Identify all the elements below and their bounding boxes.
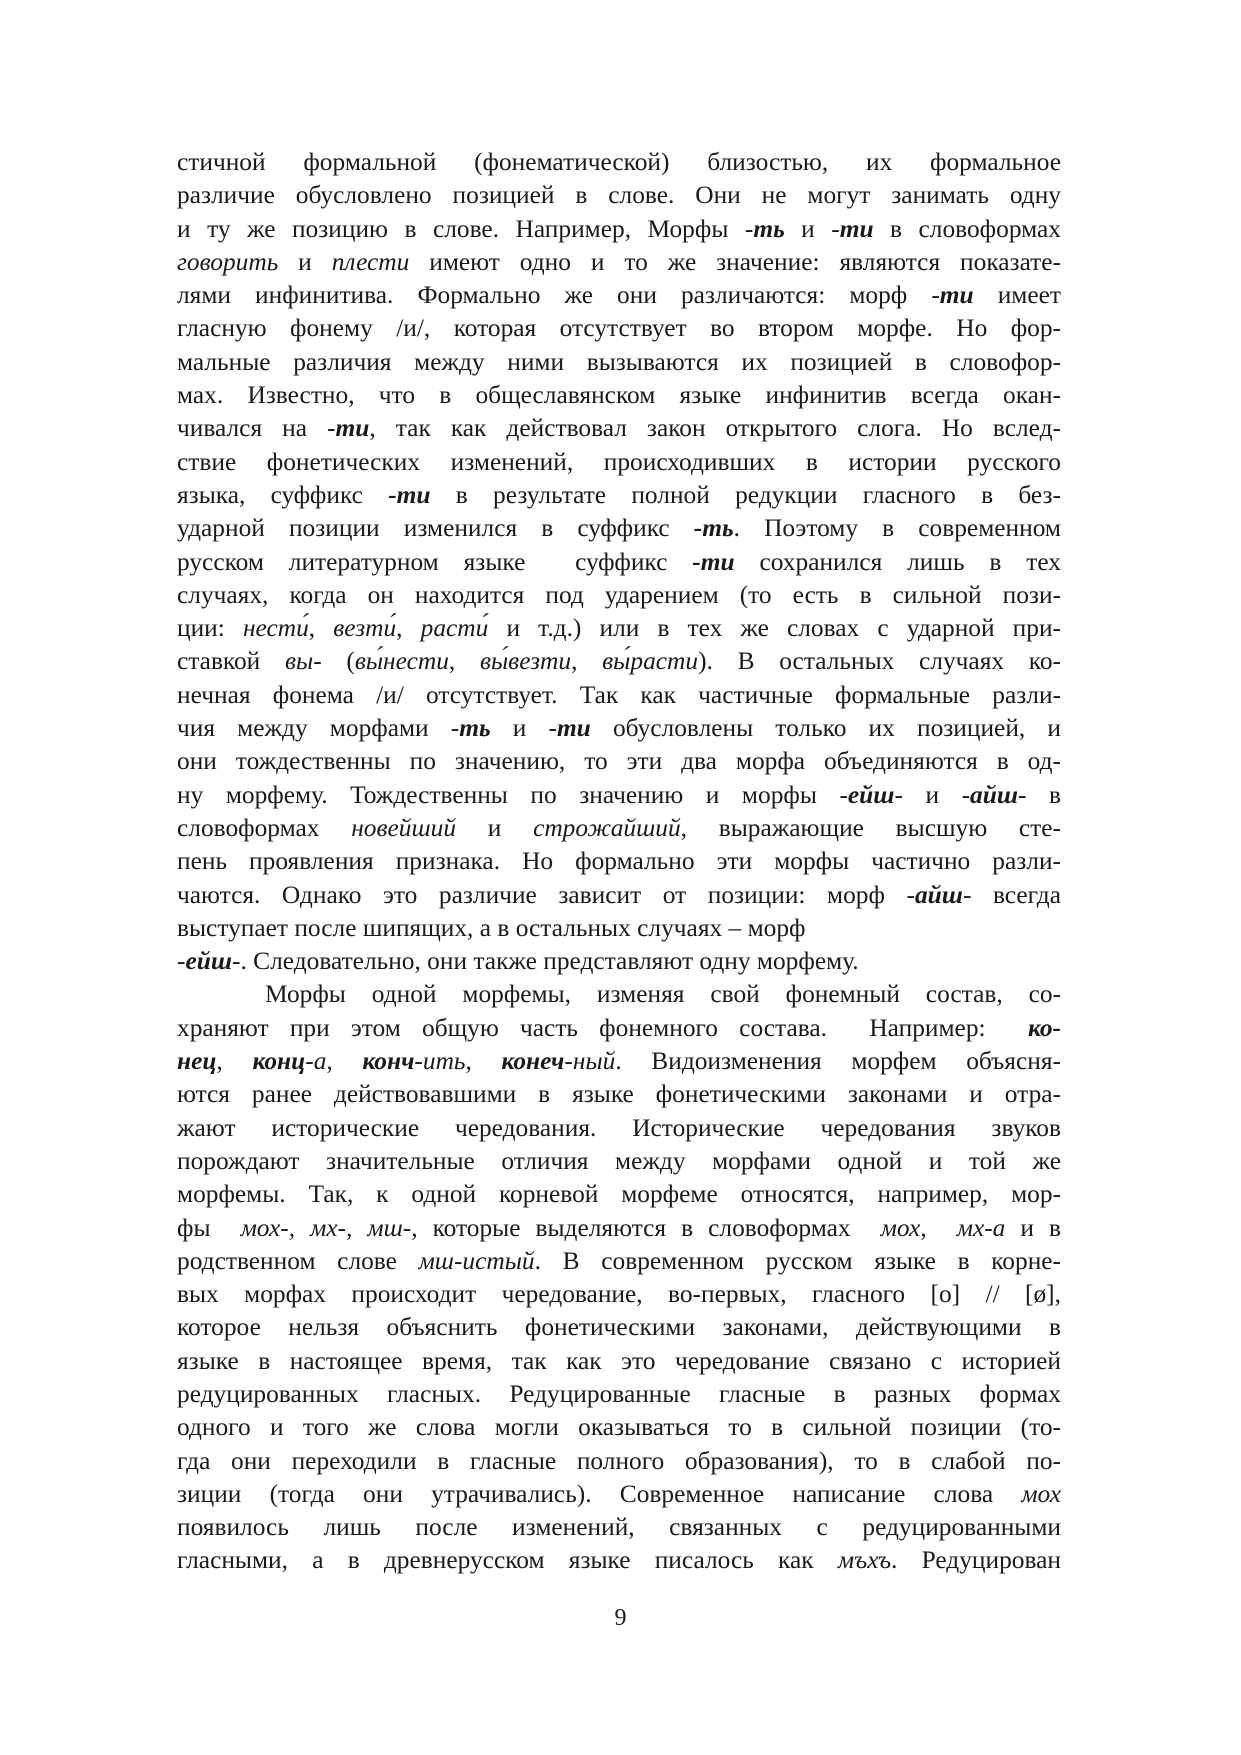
text-line xyxy=(177,745,1061,778)
emphasized-run: айш xyxy=(970,780,1019,809)
text-line xyxy=(177,1112,1061,1145)
text-line xyxy=(177,279,1061,312)
text-run: словоформах xyxy=(177,813,352,842)
text-run: ставкой xyxy=(177,647,285,676)
text-run: . В современном русском языке в корне- xyxy=(534,1246,1062,1275)
text-line xyxy=(177,679,1061,712)
text-line xyxy=(177,1212,1061,1245)
text-run: ются ранее действовавшими в языке фонетическими законами и отра- xyxy=(177,1080,1061,1109)
text-run: , xyxy=(326,1047,363,1076)
emphasized-run: вы́расти xyxy=(602,647,699,676)
text-run: ( xyxy=(321,647,355,676)
emphasized-run: нести́ xyxy=(242,614,309,643)
emphasized-run: конц xyxy=(252,1047,306,1076)
text-line xyxy=(177,1178,1061,1211)
emphasized-run: конч xyxy=(362,1047,415,1076)
emphasized-run: вы́нести xyxy=(354,647,449,676)
text-run: стичной формальной (фонематической) близостью, их формальное xyxy=(177,148,1061,176)
text-line xyxy=(177,612,1061,645)
text-run: в словоформах xyxy=(873,214,1061,243)
text-run: -. Следовательно, они также представляют одну морфему. xyxy=(232,947,859,976)
emphasized-run: ейш xyxy=(847,780,895,809)
text-run: - всегда xyxy=(962,880,1061,909)
text-run: гласными, а в древнерусском языке писалось как xyxy=(177,1546,838,1575)
text-line xyxy=(177,479,1061,512)
text-run: Морфы одной морфемы, изменяя свой фонемный состав, со- xyxy=(265,980,1061,1009)
text-run: имеет xyxy=(973,281,1062,310)
emphasized-run: расти́ xyxy=(420,614,489,643)
text-run: различие обусловлено позицией в слове. Они не могут занимать одну xyxy=(177,181,1061,210)
text-line xyxy=(177,779,1061,812)
text-line xyxy=(177,213,1061,246)
emphasized-run: -ть xyxy=(693,514,734,543)
text-run: . Поэтому в современном xyxy=(733,514,1061,543)
text-run: редуцированных гласных. Редуцированные гласные в разных формах xyxy=(177,1379,1061,1408)
text-run: гласную фонему /и/, которая отсутствует во втором морфе. Но фор- xyxy=(177,314,1061,343)
text-run: родственном слове xyxy=(177,1246,419,1275)
page-number: 9 xyxy=(614,1605,627,1631)
emphasized-run: вы́везти xyxy=(479,647,572,676)
text-line xyxy=(177,512,1061,545)
text-line xyxy=(177,1544,1061,1577)
text-run: , xyxy=(920,1213,957,1242)
text-line xyxy=(177,546,1061,579)
text-line xyxy=(177,1478,1061,1511)
text-run: лями инфинитива. Формально же они различаются: морф - xyxy=(177,281,940,310)
text-run: и - xyxy=(784,214,840,243)
emphasized-run: ть xyxy=(459,714,491,743)
emphasized-run: мъхъ xyxy=(837,1546,892,1575)
emphasized-run: айш xyxy=(914,880,963,909)
text-line xyxy=(177,978,1061,1011)
emphasized-run: ть xyxy=(753,214,785,243)
text-run: зиции (тогда они утрачивались). Современное написание слова xyxy=(177,1479,1022,1508)
text-line xyxy=(177,246,1061,279)
text-line xyxy=(177,312,1061,345)
text-line xyxy=(177,1078,1061,1111)
text-run: русском литературном языке суффикс xyxy=(177,547,693,576)
emphasized-run: -ный xyxy=(564,1047,616,1076)
text-run: одного и того же слова могли оказываться то в сильной позиции (то- xyxy=(177,1413,1061,1442)
text-run: , выражающие высшую сте- xyxy=(680,813,1061,842)
emphasized-run: ти xyxy=(839,214,874,243)
text-run: они тождественны по значению, то эти два морфа объединяются в од- xyxy=(177,747,1061,776)
text-run: мах. Известно, что в общеславянском языке инфинитив всегда окан- xyxy=(177,381,1061,410)
text-run: - xyxy=(177,947,186,976)
text-run: сохранился лишь в тех xyxy=(734,547,1061,576)
text-run: имеют одно и то же значение: являются показате- xyxy=(409,247,1061,276)
text-line xyxy=(177,945,1061,978)
emphasized-run: мох xyxy=(1021,1479,1061,1508)
text-line xyxy=(177,1411,1061,1444)
text-line xyxy=(177,1511,1061,1544)
text-run: гда они переходили в гласные полного образования), то в слабой по- xyxy=(177,1446,1061,1475)
emphasized-run: ко- xyxy=(1027,1013,1061,1042)
emphasized-run: -ти xyxy=(388,480,431,509)
emphasized-run: ти xyxy=(556,714,591,743)
emphasized-run: мх-а xyxy=(956,1213,1006,1242)
text-run: и xyxy=(278,247,332,276)
emphasized-run: мох xyxy=(880,1213,921,1242)
emphasized-run: ти xyxy=(335,414,370,443)
text-run: порождают значительные отличия между морфами одной и той же xyxy=(177,1146,1061,1175)
text-run: мальные различия между ними вызываются их позицией в словофор- xyxy=(177,347,1061,376)
text-run: которые выделяются в словоформах xyxy=(417,1213,881,1242)
text-line xyxy=(177,446,1061,479)
text-run: обусловлены только их позицией, и xyxy=(590,714,1061,743)
emphasized-run: -а xyxy=(305,1047,327,1076)
text-run: , xyxy=(448,647,480,676)
text-line xyxy=(177,379,1061,412)
emphasized-run: строжайший xyxy=(533,813,681,842)
text-run: выступает после шипящих, а в остальных случаях – морф xyxy=(177,913,806,942)
text-run: пень проявления признака. Но формально эти морфы частично разли- xyxy=(177,847,1061,876)
emphasized-run: мш-истый xyxy=(418,1246,535,1275)
text-run: , так как действовал закон открытого слога. Но вслед- xyxy=(369,414,1061,443)
emphasized-run: вы- xyxy=(284,647,322,676)
emphasized-run: новейший xyxy=(351,813,457,842)
text-run: - в xyxy=(1018,780,1061,809)
text-run: и xyxy=(456,813,534,842)
text-line xyxy=(177,146,1061,179)
text-line xyxy=(177,579,1061,612)
text-line xyxy=(177,412,1061,445)
emphasized-run: ейш xyxy=(185,947,233,976)
text-run: фы xyxy=(177,1213,241,1242)
emphasized-run: говорить xyxy=(177,247,279,276)
text-run: . Видоизменения морфем объясня- xyxy=(615,1047,1061,1076)
emphasized-run: конеч xyxy=(501,1047,565,1076)
text-line xyxy=(177,912,1061,945)
text-run: появилось лишь после изменений, связанных с редуцированными xyxy=(177,1513,1061,1542)
text-run: ). В остальных случаях ко- xyxy=(698,647,1061,676)
text-line xyxy=(177,812,1061,845)
emphasized-run: -ить xyxy=(414,1047,466,1076)
emphasized-run: -ти xyxy=(692,547,735,576)
text-run: и ту же позицию в слове. Например, Морфы - xyxy=(177,214,754,243)
text-run: и т.д.) или в тех же словах с ударной при- xyxy=(488,614,1062,643)
text-line xyxy=(177,1245,1061,1278)
emphasized-run: плести xyxy=(331,247,410,276)
text-line xyxy=(177,712,1061,745)
emphasized-run: мох-, мх-, мш-, xyxy=(240,1213,418,1242)
emphasized-run: везти́ xyxy=(333,614,397,643)
text-run: ударной позиции изменился в суффикс xyxy=(177,514,694,543)
text-run: храняют при этом общую часть фонемного состава. Например: xyxy=(177,1013,1028,1042)
text-run: и - xyxy=(490,714,557,743)
text-line xyxy=(177,1345,1061,1378)
text-line xyxy=(177,346,1061,379)
text-run: , xyxy=(308,614,334,643)
text-run: . Редуцирован xyxy=(891,1546,1061,1575)
text-line xyxy=(177,1378,1061,1411)
text-run: чивался на - xyxy=(177,414,336,443)
text-run: ствие фонетических изменений, происходивших в истории русского xyxy=(177,447,1061,476)
text-line xyxy=(177,1145,1061,1178)
text-run: нечная фонема /и/ отсутствует. Так как частичные формальные разли- xyxy=(177,680,1061,709)
text-line xyxy=(177,645,1061,678)
text-line xyxy=(177,1311,1061,1344)
text-run: в результате полной редукции гласного в без- xyxy=(430,480,1061,509)
text-run: , xyxy=(396,614,421,643)
text-line xyxy=(177,845,1061,878)
emphasized-run: ти xyxy=(939,281,974,310)
text-run: которое нельзя объяснить фонетическими законами, действующими в xyxy=(177,1313,1061,1342)
text-run: языка, суффикс xyxy=(177,480,389,509)
text-run: чаются. Однако это различие зависит от позиции: морф - xyxy=(177,880,915,909)
text-run: жают исторические чередования. Исторические чередования звуков xyxy=(177,1113,1061,1142)
text-run: случаях, когда он находится под ударением (то есть в сильной пози- xyxy=(177,580,1061,609)
body-text xyxy=(177,146,1061,1578)
text-run: ции: xyxy=(177,614,243,643)
text-line xyxy=(177,1278,1061,1311)
text-line xyxy=(177,179,1061,212)
text-run: - и - xyxy=(894,780,971,809)
text-line xyxy=(177,1045,1061,1078)
text-run: чия между морфами - xyxy=(177,714,460,743)
emphasized-run: нец xyxy=(177,1047,217,1076)
text-line xyxy=(177,1012,1061,1045)
text-run: и в xyxy=(1005,1213,1062,1242)
text-line xyxy=(177,1445,1061,1478)
text-run: ну морфему. Тождественны по значению и морфы - xyxy=(177,780,848,809)
text-run: , xyxy=(216,1047,253,1076)
text-run: , xyxy=(571,647,603,676)
text-run: вых морфах происходит чередование, во-первых, гласного [о] // [ø], xyxy=(177,1280,1061,1309)
text-run: , xyxy=(465,1047,502,1076)
text-line xyxy=(177,879,1061,912)
text-run: языке в настоящее время, так как это чередование связано с историей xyxy=(177,1346,1061,1375)
text-run: морфемы. Так, к одной корневой морфеме относятся, например, мор- xyxy=(177,1180,1061,1209)
